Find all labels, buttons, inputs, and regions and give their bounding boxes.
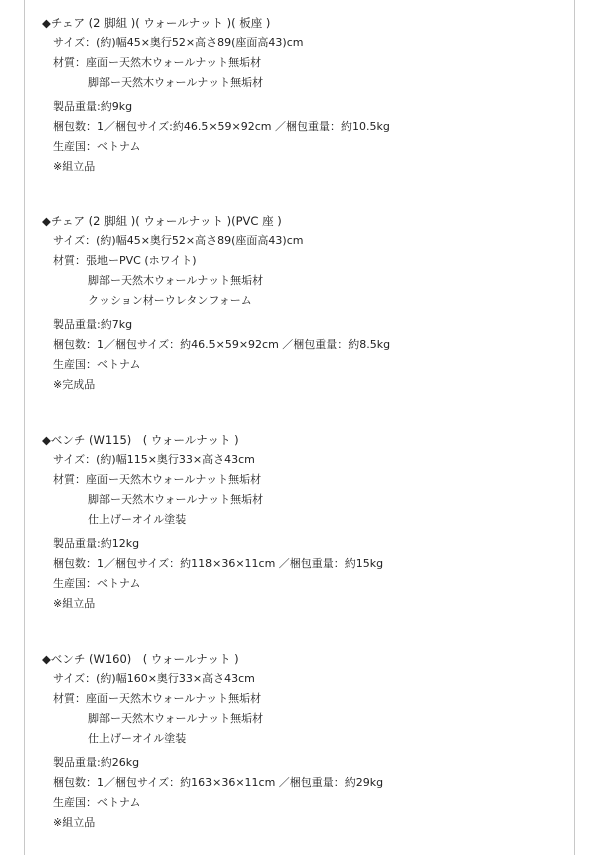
product-title: ◆チェア (2 脚組 )( ウォールナット )( 板座 ) [42, 16, 271, 30]
product-weight: 製品重量:約7kg [53, 318, 133, 331]
product-title: ◆チェア (2 脚組 )( ウォールナット )(PVC 座 ) [42, 214, 282, 228]
product-material: 材質：座面ー天然木ウォールナット無垢材 [53, 692, 262, 705]
product-packaging: 梱包数：1／梱包サイズ：約163×36×11cm ／梱包重量：約29kg [53, 776, 384, 789]
product-packaging: 梱包数：1／梱包サイズ：約46.5×59×92cm ／梱包重量：約8.5kg [53, 338, 391, 351]
product-size: サイズ：(約)幅160×奥行33×高さ43cm [53, 672, 255, 685]
product-packaging: 梱包数：1／梱包サイズ：約118×36×11cm ／梱包重量：約15kg [53, 557, 384, 570]
product-material-detail: 仕上げーオイル塗装 [88, 513, 187, 526]
product-title: ◆ベンチ (W115) ( ウォールナット ) [42, 433, 239, 447]
product-origin: 生産国：ベトナム [53, 358, 141, 371]
product-material: 材質：張地ーPVC (ホワイト) [53, 254, 197, 267]
product-title: ◆ベンチ (W160) ( ウォールナット ) [42, 652, 239, 666]
product-note: ※組立品 [53, 597, 96, 610]
product-size: サイズ：(約)幅45×奥行52×高さ89(座面高43)cm [53, 36, 304, 49]
product-origin: 生産国：ベトナム [53, 140, 141, 153]
product-weight: 製品重量:約12kg [53, 537, 140, 550]
product-note: ※組立品 [53, 816, 96, 829]
product-note: ※完成品 [53, 378, 96, 391]
product-weight: 製品重量:約9kg [53, 100, 133, 113]
product-material-detail: 脚部ー天然木ウォールナット無垢材 [88, 274, 264, 287]
product-note: ※組立品 [53, 160, 96, 173]
product-material-detail: 仕上げーオイル塗装 [88, 732, 187, 745]
product-material: 材質：座面ー天然木ウォールナット無垢材 [53, 473, 262, 486]
product-origin: 生産国：ベトナム [53, 796, 141, 809]
product-packaging: 梱包数：1／梱包サイズ:約46.5×59×92cm ／梱包重量：約10.5kg [53, 120, 390, 133]
product-material-detail: 脚部ー天然木ウォールナット無垢材 [88, 493, 264, 506]
product-material: 材質：座面ー天然木ウォールナット無垢材 [53, 56, 262, 69]
product-material-detail: 脚部ー天然木ウォールナット無垢材 [88, 712, 264, 725]
product-size: サイズ：(約)幅115×奥行33×高さ43cm [53, 453, 255, 466]
product-weight: 製品重量:約26kg [53, 756, 140, 769]
product-size: サイズ：(約)幅45×奥行52×高さ89(座面高43)cm [53, 234, 304, 247]
product-material-detail: クッション材ーウレタンフォーム [88, 294, 252, 307]
product-material-detail: 脚部ー天然木ウォールナット無垢材 [88, 76, 264, 89]
product-origin: 生産国：ベトナム [53, 577, 141, 590]
